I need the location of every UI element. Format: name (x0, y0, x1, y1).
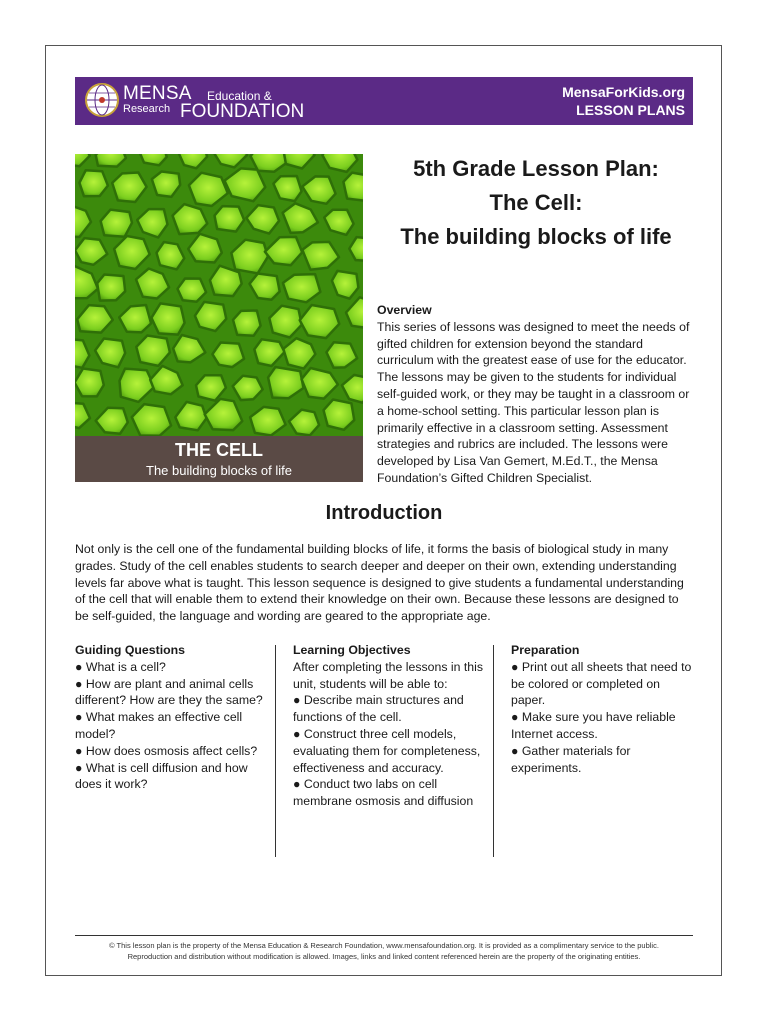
page-title (372, 152, 700, 254)
list-item: ● Describe main structures and functions of the cell. (293, 693, 464, 725)
preparation-heading: Preparation (511, 643, 580, 657)
column-divider (493, 645, 494, 857)
logo-foundation-text: FOUNDATION (180, 101, 305, 122)
site-link[interactable]: MensaForKids.org (562, 84, 685, 100)
footer-divider (75, 935, 693, 936)
cover-title: THE CELL (175, 440, 263, 460)
logo-education-text: Education & (207, 89, 272, 103)
introduction-text: Not only is the cell one of the fundamental building blocks of life, it forms the basis of biological study in many grades. Study of the cell enables students to search deeper and deeper on their own, extending understanding levels far above what is taught. This lesson sequence is designed to give students a fundamental understanding of the cell that will enable them to extend their knowledge on their own. Because these lessons are designed to be self-guided, the language and wording are geared to the appropriate age. (75, 542, 684, 624)
globe-logo-icon (84, 82, 120, 118)
list-item: ● How does osmosis affect cells? (75, 743, 258, 758)
learning-objectives-column (293, 642, 483, 810)
title-line-1: 5th Grade Lesson Plan: (413, 156, 659, 181)
list-item: ● How are plant and animal cells different? How are they the same? (75, 676, 263, 708)
learning-objectives-heading: Learning Objectives (293, 643, 411, 657)
guiding-questions-heading: Guiding Questions (75, 643, 185, 657)
title-line-2: The Cell: (489, 190, 583, 215)
cover-subtitle: The building blocks of life (146, 463, 292, 478)
footer-line-2: Reproduction and distribution without modification is allowed. Images, links and linked content referenced herein are the property of the originating entities. (127, 952, 641, 961)
objectives-intro: After completing the lessons in this unit, students will be able to: (293, 659, 484, 691)
header-banner (75, 77, 693, 125)
cell-texture-image (75, 154, 363, 436)
banner-site-info (562, 83, 685, 119)
footer-copyright (75, 940, 693, 962)
list-item: ● Print out all sheets that need to be colored or completed on paper. (511, 659, 692, 708)
list-item: ● Conduct two labs on cell membrane osmosis and diffusion (293, 777, 474, 809)
logo-mensa-text: MENSA (123, 83, 192, 104)
logo-research-text: Research (123, 103, 171, 115)
list-item: ● What is a cell? (75, 659, 166, 674)
guiding-questions-column (75, 642, 265, 793)
cover-image (75, 154, 363, 482)
list-item: ● What makes an effective cell model? (75, 710, 243, 741)
list-item: ● Construct three cell models, evaluating them for completeness, effectiveness and accuracy. (293, 726, 481, 775)
overview-section (377, 302, 697, 487)
title-line-3: The building blocks of life (400, 224, 672, 249)
column-divider (275, 645, 276, 857)
list-item: ● Make sure you have reliable Internet access. (511, 710, 676, 741)
list-item: ● Gather materials for experiments. (511, 743, 631, 775)
introduction-heading: Introduction (325, 502, 443, 524)
list-item: ● What is cell diffusion and how does it work? (75, 760, 248, 792)
section-label: LESSON PLANS (576, 102, 685, 118)
footer-line-1: © This lesson plan is the property of the Mensa Education & Research Foundation, www.mensafoundation.org. It is provided as a complimentary service to the public. (109, 941, 659, 950)
overview-heading: Overview (377, 303, 432, 317)
preparation-column (511, 642, 696, 776)
cover-caption (75, 436, 363, 482)
overview-text: This series of lessons was designed to meet the needs of gifted children for extension beyond the standard curriculum with the greatest ease of use for the educator. The lessons may be given to the students for individual self-guided work, or they may be taught in a classroom or a home-school setting. This particular lesson plan is primarily effective in a classroom setting. Assessment strategies and rubrics are included. The lessons were developed by Lisa Van Gemert, M.Ed.T., the Mensa Foundation’s Gifted Children Specialist. (377, 319, 690, 485)
